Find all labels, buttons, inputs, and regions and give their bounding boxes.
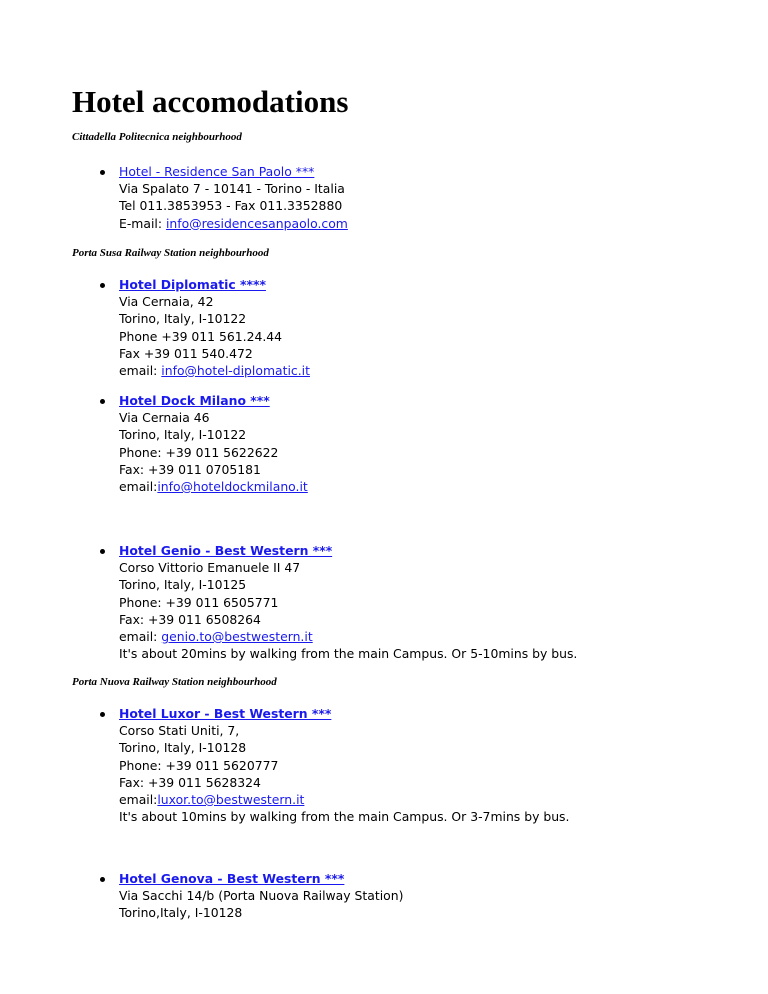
section-label-porta-nuova: Porta Nuova Railway Station neighbourhood	[72, 676, 277, 688]
page-title: Hotel accomodations	[72, 84, 349, 119]
hotel-fax: Fax: +39 011 6508264	[119, 611, 261, 627]
hotel-entry-genova	[72, 870, 712, 922]
hotel-entry-genio	[72, 542, 712, 662]
hotel-entry-dock-milano	[72, 392, 712, 495]
hotel-link-genio[interactable]: Hotel Genio - Best Western ***	[119, 543, 333, 558]
bullet-icon	[100, 712, 105, 717]
hotel-link-dock-milano[interactable]: Hotel Dock Milano ***	[119, 393, 270, 408]
hotel-phone: Phone: +39 011 6505771	[119, 594, 279, 610]
hotel-link-residence-san-paolo[interactable]: Hotel - Residence San Paolo ***	[119, 164, 315, 179]
hotel-link-luxor[interactable]: Hotel Luxor - Best Western ***	[119, 706, 332, 721]
hotel-fax: Fax +39 011 540.472	[119, 345, 253, 361]
hotel-entry-luxor	[72, 705, 712, 825]
hotel-note: It's about 20mins by walking from the main Campus. Or 5-10mins by bus.	[119, 646, 578, 662]
hotel-fax: Fax: +39 011 5628324	[119, 774, 261, 790]
bullet-icon	[100, 170, 105, 175]
hotel-city: Torino, Italy, I-10128	[119, 740, 247, 756]
hotel-address: Via Cernaia 46	[119, 410, 210, 426]
section-label-porta-susa: Porta Susa Railway Station neighbourhood	[72, 247, 269, 259]
hotel-entry-residence-san-paolo	[72, 163, 712, 232]
email-link-genio[interactable]: genio.to@bestwestern.it	[161, 629, 313, 645]
bullet-icon	[100, 399, 105, 404]
email-label: email:	[119, 479, 158, 495]
hotel-fax: Fax: +39 011 0705181	[119, 461, 261, 477]
email-label: E-mail:	[119, 215, 166, 231]
hotel-tel-fax: Tel 011.3853953 - Fax 011.3352880	[119, 198, 343, 214]
hotel-phone: Phone +39 011 561.24.44	[119, 328, 283, 344]
hotel-address: Corso Vittorio Emanuele II 47	[119, 560, 301, 576]
hotel-phone: Phone: +39 011 5622622	[119, 444, 279, 460]
email-link-luxor[interactable]: luxor.to@bestwestern.it	[157, 792, 305, 808]
bullet-icon	[100, 877, 105, 882]
hotel-city: Torino,Italy, I-10128	[119, 905, 243, 921]
hotel-address: Via Sacchi 14/b (Porta Nuova Railway Station)	[119, 888, 404, 904]
email-label: email:	[119, 629, 162, 645]
section-label-cittadella: Cittadella Politecnica neighbourhood	[72, 131, 242, 143]
hotel-note: It's about 10mins by walking from the main Campus. Or 3-7mins by bus.	[119, 809, 570, 825]
hotel-address: Via Spalato 7 - 10141 - Torino - Italia	[119, 181, 345, 197]
hotel-entry-diplomatic	[72, 276, 712, 379]
email-label: email:	[119, 792, 158, 808]
bullet-icon	[100, 549, 105, 554]
email-link-diplomatic[interactable]: info@hotel-diplomatic.it	[161, 363, 310, 379]
hotel-address: Via Cernaia, 42	[119, 294, 214, 310]
email-link-dock-milano[interactable]: info@hoteldockmilano.it	[157, 479, 308, 495]
hotel-address: Corso Stati Uniti, 7,	[119, 723, 240, 739]
hotel-city: Torino, Italy, I-10122	[119, 311, 247, 327]
hotel-phone: Phone: +39 011 5620777	[119, 757, 279, 773]
hotel-city: Torino, Italy, I-10125	[119, 577, 247, 593]
bullet-icon	[100, 283, 105, 288]
hotel-link-diplomatic[interactable]: Hotel Diplomatic ****	[119, 277, 266, 292]
hotel-link-genova[interactable]: Hotel Genova - Best Western ***	[119, 871, 345, 886]
hotel-city: Torino, Italy, I-10122	[119, 427, 247, 443]
email-label: email:	[119, 363, 162, 379]
email-link-residence-san-paolo[interactable]: info@residencesanpaolo.com	[165, 215, 348, 231]
